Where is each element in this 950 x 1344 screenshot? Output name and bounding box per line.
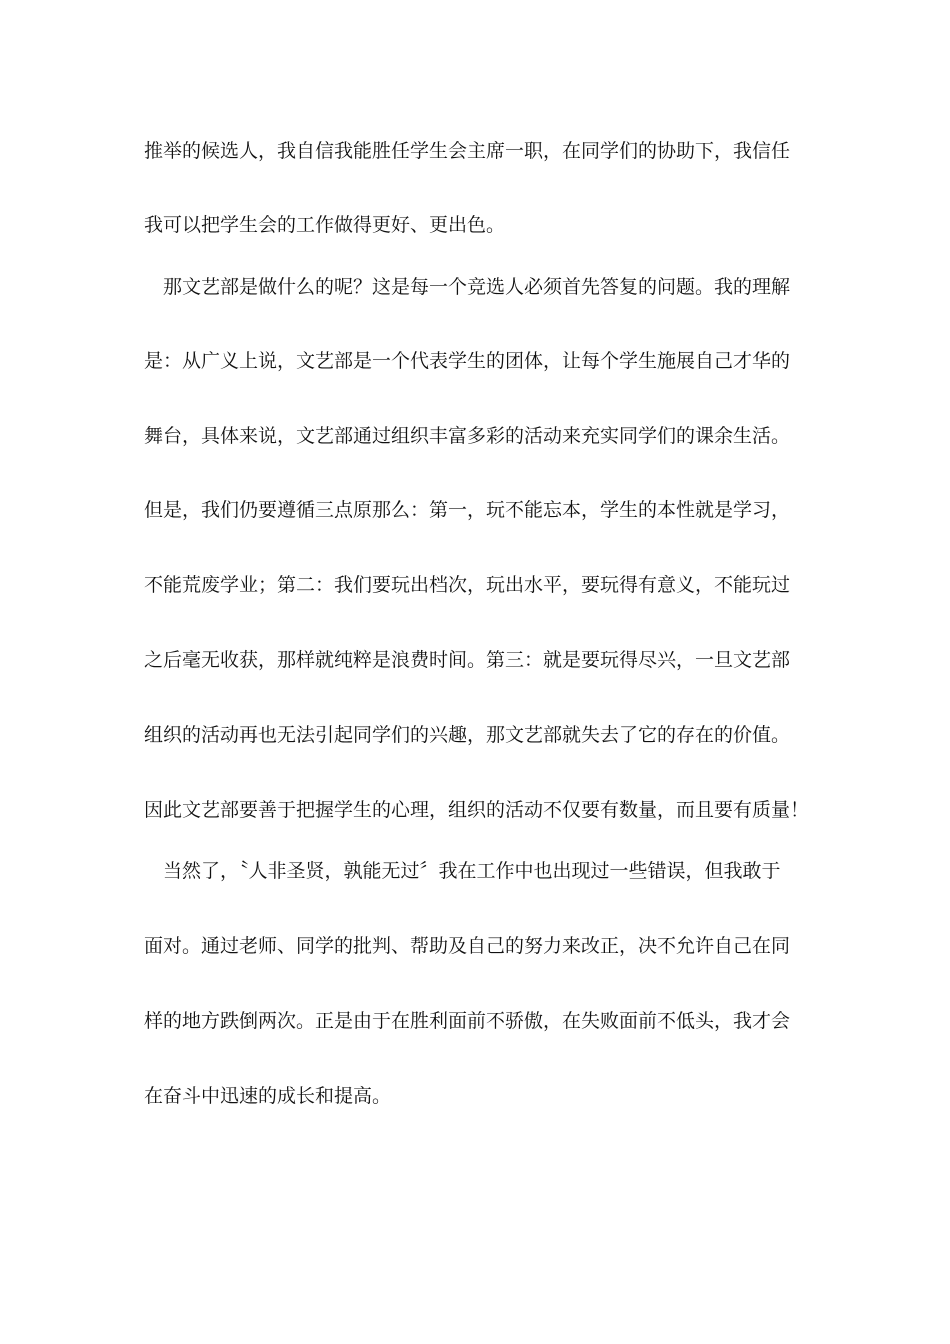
text-line: 样的地方跌倒两次。正是由于在胜利面前不骄傲，在失败面前不低头，我才会 <box>144 1010 791 1032</box>
paragraph-start-line: 当然了，〝人非圣贤，孰能无过〞我在工作中也出现过一些错误，但我敢于 <box>163 860 781 882</box>
text-line: 是：从广义上说，文艺部是一个代表学生的团体，让每个学生施展自己才华的 <box>144 350 791 372</box>
text-line: 组织的活动再也无法引起同学们的兴趣，那文艺部就失去了它的存在的价值。 <box>144 724 791 746</box>
text-line: 面对。通过老师、同学的批判、帮助及自己的努力来改正，决不允许自己在同 <box>144 935 791 957</box>
paragraph-start-line: 那文艺部是做什么的呢？这是每一个竞选人必须首先答复的问题。我的理解 <box>163 276 791 298</box>
text-line: 我可以把学生会的工作做得更好、更出色。 <box>144 214 506 236</box>
text-line: 因此文艺部要善于把握学生的心理，组织的活动不仅要有数量，而且要有质量！ <box>144 799 810 821</box>
text-line: 舞台，具体来说，文艺部通过组织丰富多彩的活动来充实同学们的课余生活。 <box>144 425 791 447</box>
text-line: 推举的候选人，我自信我能胜任学生会主席一职，在同学们的协助下，我信任 <box>144 140 791 162</box>
text-line: 但是，我们仍要遵循三点原那么：第一，玩不能忘本，学生的本性就是学习， <box>144 499 791 521</box>
text-line: 在奋斗中迅速的成长和提高。 <box>144 1085 392 1107</box>
text-line: 之后毫无收获，那样就纯粹是浪费时间。第三：就是要玩得尽兴，一旦文艺部 <box>144 649 791 671</box>
text-line: 不能荒废学业；第二：我们要玩出档次，玩出水平，要玩得有意义，不能玩过 <box>144 574 791 596</box>
